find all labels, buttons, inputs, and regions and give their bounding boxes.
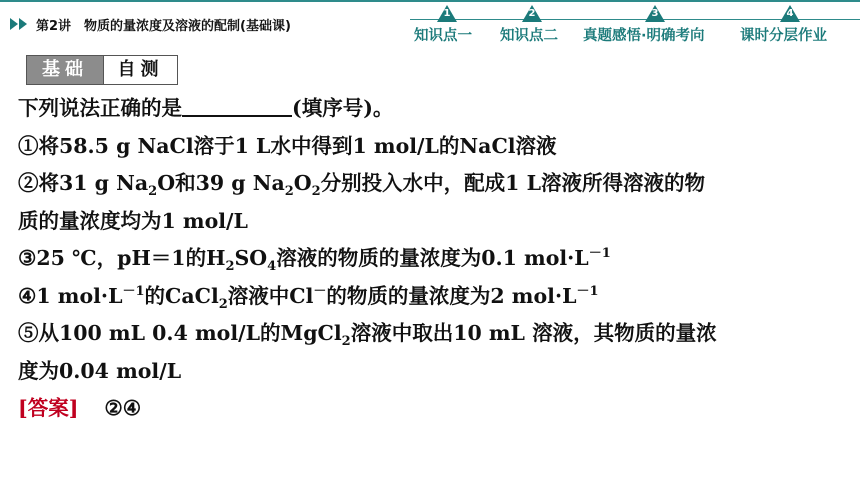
nav-knowledge-point-1[interactable]: 知识点一 — [414, 28, 472, 44]
option-2: ②将31 g $Na_2O$和39 g $Na_2O_2$分别投入水中，配成1 L溶液所得溶液的物 — [18, 171, 706, 199]
option-3: ③25 ℃，pH＝1的$H_2SO_4$溶液的物质的量浓度为0.1 $mol\cdot L^{-1}$ — [18, 246, 611, 274]
nav-homework[interactable]: 课时分层作业 — [740, 28, 827, 44]
lesson-title: 第2讲 物质的量浓度及溶液的配制(基础课) — [36, 19, 291, 34]
option-2-cont: 质的量浓度均为1 mol/L — [18, 208, 248, 233]
answer-label: [答案] — [18, 396, 79, 420]
section-badge — [26, 55, 178, 85]
option-1: ①将58.5 g NaCl溶于1 L水中得到1 mol/L的NaCl溶液 — [18, 133, 557, 158]
question-stem: 下列说法正确的是 (填序号)。 — [18, 90, 848, 128]
section-badge-part1: 基础 — [26, 55, 104, 85]
nav-real-exam[interactable]: 真题感悟·明确考向 — [583, 28, 705, 44]
answer-line — [18, 390, 848, 428]
double-arrow-icon — [10, 17, 32, 31]
nav-marker-1-icon: 1 — [437, 5, 457, 22]
question-content — [18, 90, 848, 428]
answer-blank — [182, 93, 292, 117]
nav-marker-3-icon: 3 — [645, 5, 665, 22]
header-bar — [0, 0, 860, 46]
option-5: ⑤从100 mL 0.4 mol/L的MgCl$_2$溶液中取出10 mL 溶液，其物质的量浓 — [18, 321, 717, 349]
answer-value: ②④ — [104, 396, 142, 420]
nav-marker-4-icon: 4 — [780, 5, 800, 22]
option-4: ④1 $mol\cdot L^{-1}$的CaCl$_2$溶液中Cl－的物质的量浓度为2 $mol\cdot L^{-1}$ — [18, 283, 599, 312]
nav-knowledge-point-2[interactable]: 知识点二 — [500, 28, 558, 44]
section-badge-part2: 自测 — [104, 55, 178, 85]
header-top-line — [0, 0, 860, 2]
nav-marker-2-icon: 2 — [522, 5, 542, 22]
option-5-cont: 度为0.04 mol/L — [18, 358, 182, 383]
